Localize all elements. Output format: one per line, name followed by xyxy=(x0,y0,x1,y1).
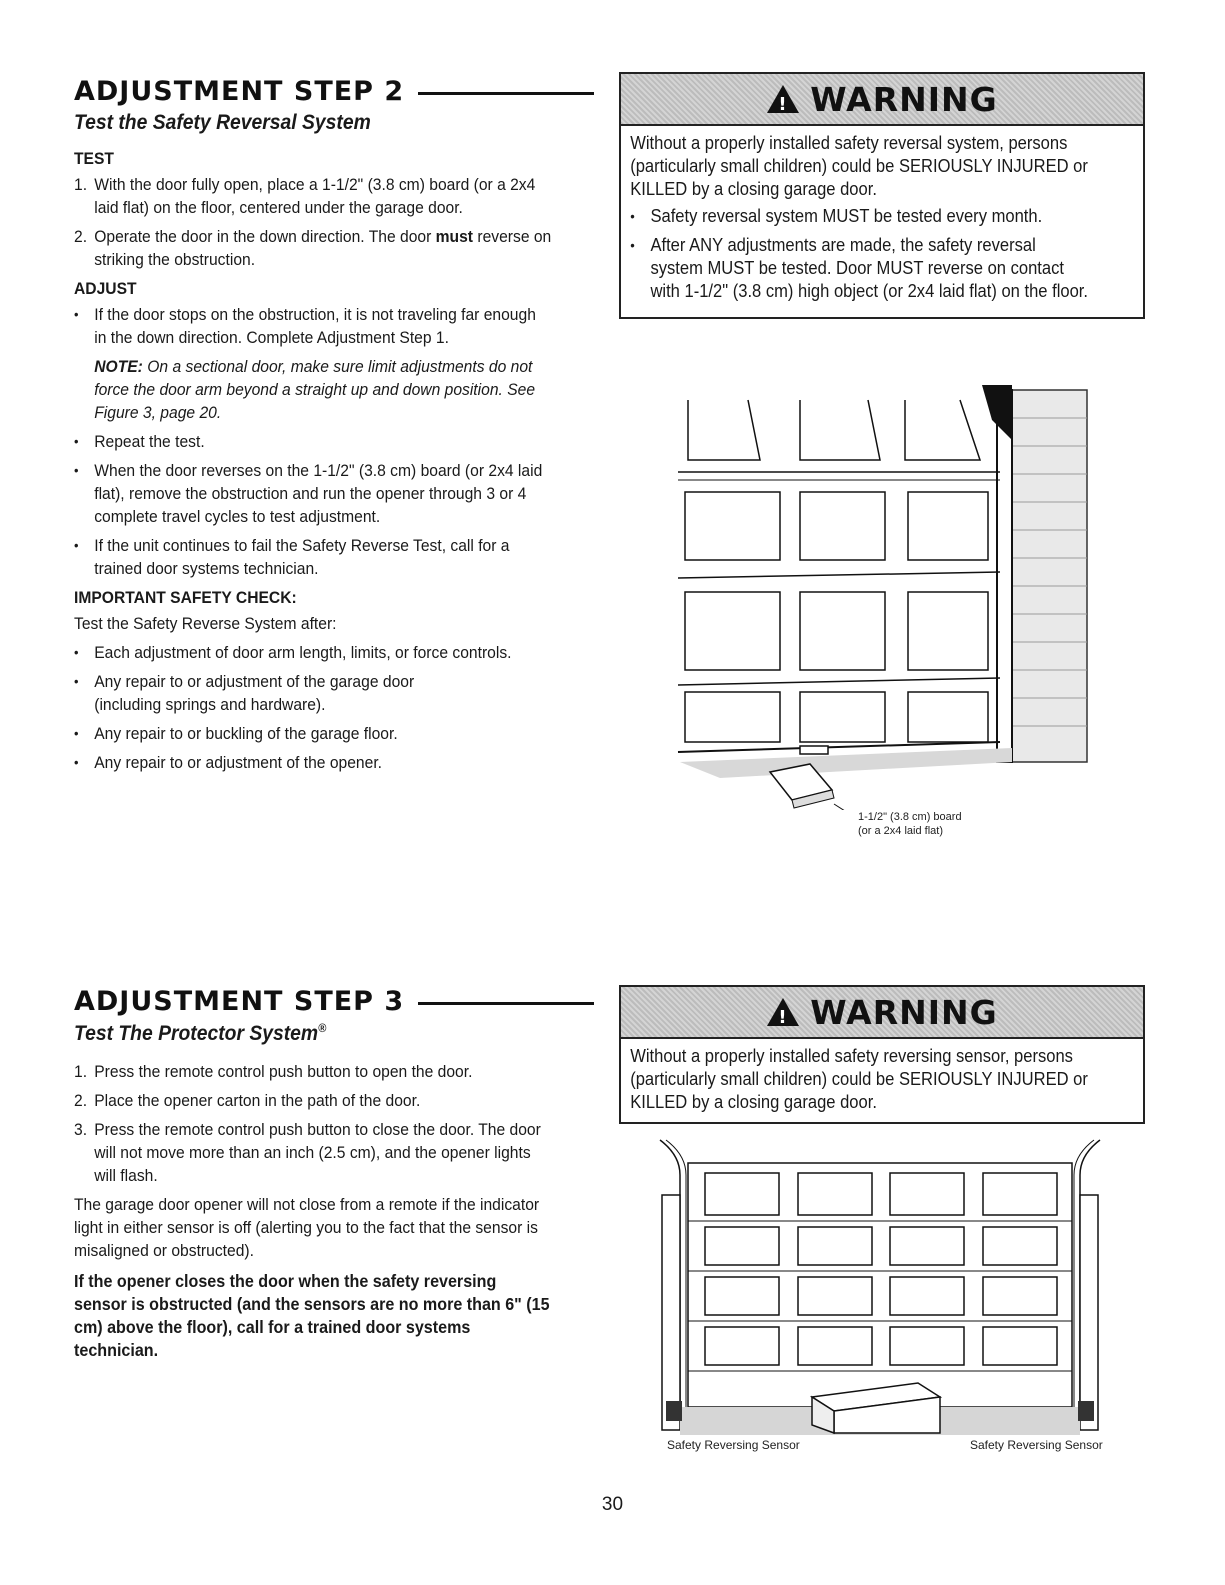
warning-bullet-text: After ANY adjustments are made, the safety reversal system MUST be tested. Door MUST reverse on contact with 1-1/2" (3.8 cm) high object (or 2x4 laid flat) on the floor. xyxy=(650,235,1089,301)
step3-item-2-text: Place the opener carton in the path of the door. xyxy=(94,1091,421,1110)
adjust-item-text: If the door stops on the obstruction, it is not traveling far enough in the down direction. Complete Adjustment Step 1. xyxy=(94,305,536,347)
warning-label: WARNING xyxy=(810,79,998,119)
bullet-icon: • xyxy=(74,537,79,553)
safety-check-item xyxy=(74,670,552,716)
safety-check-item-text: Any repair to or adjustment of the opener. xyxy=(94,753,383,772)
step3-title-rule xyxy=(418,1002,594,1005)
door-panels xyxy=(685,492,988,742)
test-item-2-text-a: Operate the door in the down direction. The door xyxy=(94,227,436,246)
step3-item-1 xyxy=(74,1060,552,1083)
warning-banner xyxy=(621,987,1143,1039)
step3-item-3 xyxy=(74,1118,552,1187)
step2-title-rule xyxy=(418,92,594,95)
door-section-line xyxy=(678,572,1000,578)
safety-check-heading: IMPORTANT SAFETY CHECK: xyxy=(74,588,297,607)
adjust-item-text: Repeat the test. xyxy=(94,432,205,451)
door-section-line xyxy=(678,678,1000,685)
warning-title xyxy=(766,80,997,119)
safety-sensor-left xyxy=(666,1401,682,1421)
warning-bullet-text: Safety reversal system MUST be tested every month. xyxy=(650,206,1043,226)
safety-check-item xyxy=(74,751,552,774)
figure2-caption-right: Safety Reversing Sensor xyxy=(970,1438,1103,1452)
step2-section xyxy=(74,76,594,780)
bullet-icon: • xyxy=(74,462,79,478)
note-label: NOTE: xyxy=(94,357,143,376)
warning-body-text: Without a properly installed safety reversal system, persons (particularly small children) could be SERIOUSLY INJURED or KILLED by a closing garage door. xyxy=(630,133,1088,199)
safety-check-intro: Test the Safety Reverse System after: xyxy=(74,614,337,633)
bullet-icon: • xyxy=(630,237,635,253)
svg-text:!: ! xyxy=(778,1007,788,1027)
figure2-caption-left: Safety Reversing Sensor xyxy=(667,1438,800,1452)
warning-box-sensor xyxy=(619,985,1145,1124)
step3-header xyxy=(74,986,594,1017)
adjust-item-text: When the door reverses on the 1-1/2" (3.8 cm) board (or 2x4 laid flat), remove the obstruction and run the opener through 3 or 4 complete travel cycles to test adjustment. xyxy=(94,461,543,526)
adjust-item xyxy=(74,303,552,349)
step2-subtitle: Test the Safety Reversal System xyxy=(74,111,371,134)
garage-floor xyxy=(680,748,1012,778)
bullet-icon: • xyxy=(74,644,79,660)
registered-mark: ® xyxy=(318,1021,327,1035)
warning-triangle-icon xyxy=(766,997,800,1027)
adjust-item xyxy=(74,459,552,528)
step2-header xyxy=(74,76,594,107)
door-bottom-edge xyxy=(678,742,1000,752)
page-number: 30 xyxy=(601,1494,624,1515)
door-jamb xyxy=(997,390,1012,762)
step3-list xyxy=(74,1060,552,1187)
warning-body-text: Without a properly installed safety reversing sensor, persons (particularly small children) could be SERIOUSLY INJURED or KILLED by a closing garage door. xyxy=(630,1046,1088,1112)
step3-subtitle xyxy=(74,1021,552,1046)
step2-title: ADJUSTMENT STEP 2 xyxy=(74,76,405,107)
test-list xyxy=(74,173,552,271)
test-item-1 xyxy=(74,173,552,219)
garage-door xyxy=(688,1163,1072,1407)
adjust-item xyxy=(74,430,552,453)
step3-item-3-text: Press the remote control push button to close the door. The door will not move more than an inch (2.5 cm), and the opener lights will flash. xyxy=(94,1120,541,1185)
note-text: On a sectional door, make sure limit adjustments do not force the door arm beyond a straight up and down position. See Figure 3, page 20. xyxy=(94,357,536,422)
svg-text:!: ! xyxy=(778,94,788,114)
figure1-caption-line1: 1-1/2" (3.8 cm) board xyxy=(858,811,962,823)
warning-triangle-icon xyxy=(766,84,800,114)
bullet-icon: • xyxy=(74,673,79,689)
figure1-caption xyxy=(858,810,962,838)
figure-protector-system xyxy=(640,1135,1120,1435)
step3-warning-paragraph: If the opener closes the door when the safety reversing sensor is obstructed (and the sensors are no more than 6" (15 cm) above the floor), call for a trained door systems technician. xyxy=(74,1271,550,1360)
caption-leader-line xyxy=(834,804,856,810)
door-jamb-left xyxy=(662,1195,680,1430)
step3-paragraph: The garage door opener will not close from a remote if the indicator light in either sensor is off (alerting you to the fact that the sensor is misaligned or obstructed). xyxy=(74,1195,540,1260)
adjust-item-text: If the unit continues to fail the Safety Reverse Test, call for a trained door systems technician. xyxy=(94,536,510,578)
safety-check-item-text: Any repair to or adjustment of the garage door (including springs and hardware). xyxy=(94,672,415,714)
warning-bullet xyxy=(630,205,1092,228)
step3-item-2-number: 2. xyxy=(74,1091,88,1110)
safety-check-item-text: Each adjustment of door arm length, limits, or force controls. xyxy=(94,643,512,662)
step3-item-1-text: Press the remote control push button to open the door. xyxy=(94,1062,473,1081)
bullet-icon: • xyxy=(74,754,79,770)
safety-check-item-text: Any repair to or buckling of the garage floor. xyxy=(94,724,398,743)
test-heading: TEST xyxy=(74,149,114,168)
bullet-icon: • xyxy=(630,208,635,224)
test-item-1-text: With the door fully open, place a 1-1/2" (3.8 cm) board (or a 2x4 laid flat) on the floor, centered under the garage door. xyxy=(94,175,536,217)
bullet-icon: • xyxy=(74,306,79,322)
warning-body xyxy=(621,1039,1101,1122)
step3-title: ADJUSTMENT STEP 3 xyxy=(74,986,405,1017)
test-item-1-number: 1. xyxy=(74,175,88,194)
step3-section xyxy=(74,986,594,1362)
warning-label: WARNING xyxy=(810,992,998,1032)
adjust-note xyxy=(94,355,552,424)
safety-check-item xyxy=(74,722,552,745)
safety-sensor-right xyxy=(1078,1401,1094,1421)
adjust-heading: ADJUST xyxy=(74,279,137,298)
test-item-2 xyxy=(74,225,552,271)
test-item-2-number: 2. xyxy=(74,227,88,246)
safety-check-list xyxy=(74,641,552,774)
step3-subtitle-text: Test The Protector System xyxy=(74,1022,319,1045)
test-item-2-emphasis: must xyxy=(435,227,474,246)
warning-banner xyxy=(621,74,1143,126)
step3-item-2 xyxy=(74,1089,552,1112)
bullet-icon: • xyxy=(74,433,79,449)
door-handle xyxy=(800,746,828,754)
warning-body xyxy=(621,126,1101,317)
door-top-panels xyxy=(688,400,980,460)
warning-box-reversal xyxy=(619,72,1145,319)
warning-bullet xyxy=(630,234,1092,303)
figure-door-board-test xyxy=(660,380,1100,810)
adjust-item xyxy=(74,534,552,580)
step3-item-1-number: 1. xyxy=(74,1062,88,1081)
step3-item-3-number: 3. xyxy=(74,1120,88,1139)
test-item-2-text-b: reverse on striking the obstruction. xyxy=(94,227,552,269)
figure1-caption-line2: (or a 2x4 laid flat) xyxy=(858,825,943,837)
test-item-2-text xyxy=(94,225,552,271)
adjust-list xyxy=(74,303,552,580)
safety-check-item xyxy=(74,641,552,664)
warning-title xyxy=(766,993,997,1032)
bullet-icon: • xyxy=(74,725,79,741)
door-jamb-right xyxy=(1080,1195,1098,1430)
